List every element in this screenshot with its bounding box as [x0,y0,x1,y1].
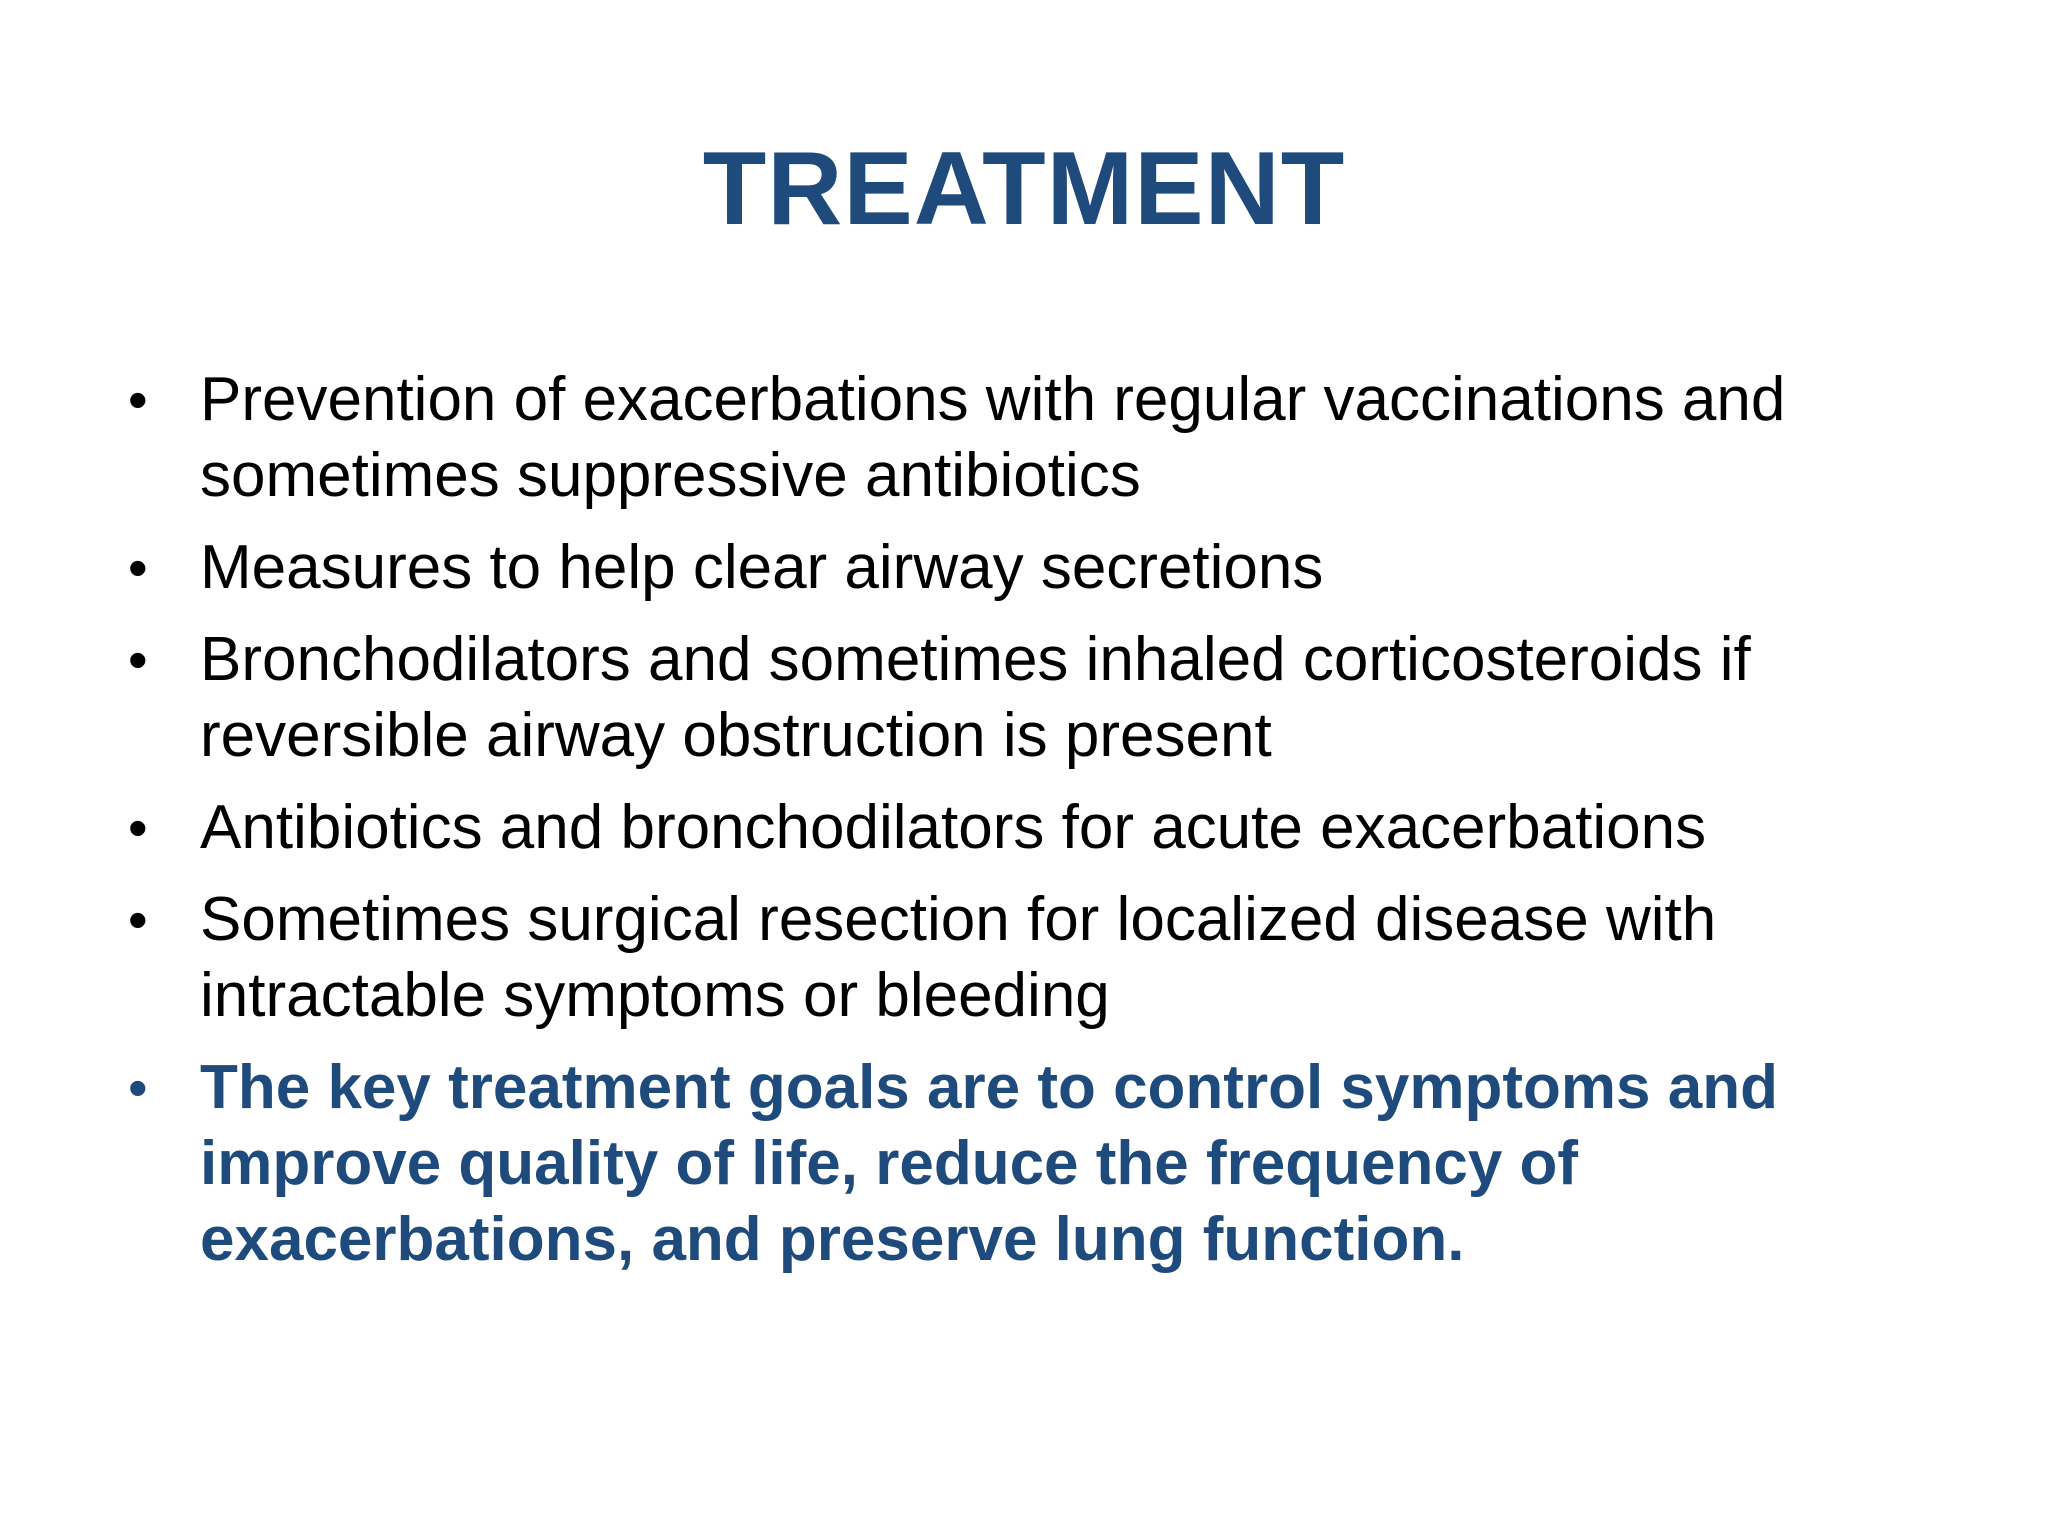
bullet-icon: • [128,368,148,431]
bullet-item-key-goals [120,1050,1980,1278]
bullet-text: Prevention of exacerbations with regular vaccinations and sometimes suppressive antibiotics [200,365,1786,510]
bullet-item-prevention [120,362,1980,514]
bullet-text: Sometimes surgical resection for localized disease with intractable symptoms or bleeding [200,885,1717,1030]
bullet-icon: • [128,628,148,691]
bullet-list [120,362,1980,1294]
bullet-text: Measures to help clear airway secretions [200,533,1324,602]
bullet-item-antibiotics [120,790,1980,866]
bullet-icon: • [128,888,148,951]
bullet-item-surgical-resection [120,882,1980,1034]
bullet-item-airway-secretions [120,530,1980,606]
bullet-item-bronchodilators [120,622,1980,774]
bullet-text: The key treatment goals are to control symptoms and improve quality of life, reduce the frequency of exacerbations, and preserve lung function. [200,1053,1778,1274]
bullet-text: Antibiotics and bronchodilators for acute exacerbations [200,793,1707,862]
slide-title: TREATMENT [702,131,1346,247]
bullet-icon: • [128,796,148,859]
bullet-icon: • [128,1056,148,1119]
bullet-text: Bronchodilators and sometimes inhaled corticosteroids if reversible airway obstruction is present [200,625,1751,770]
bullet-icon: • [128,536,148,599]
